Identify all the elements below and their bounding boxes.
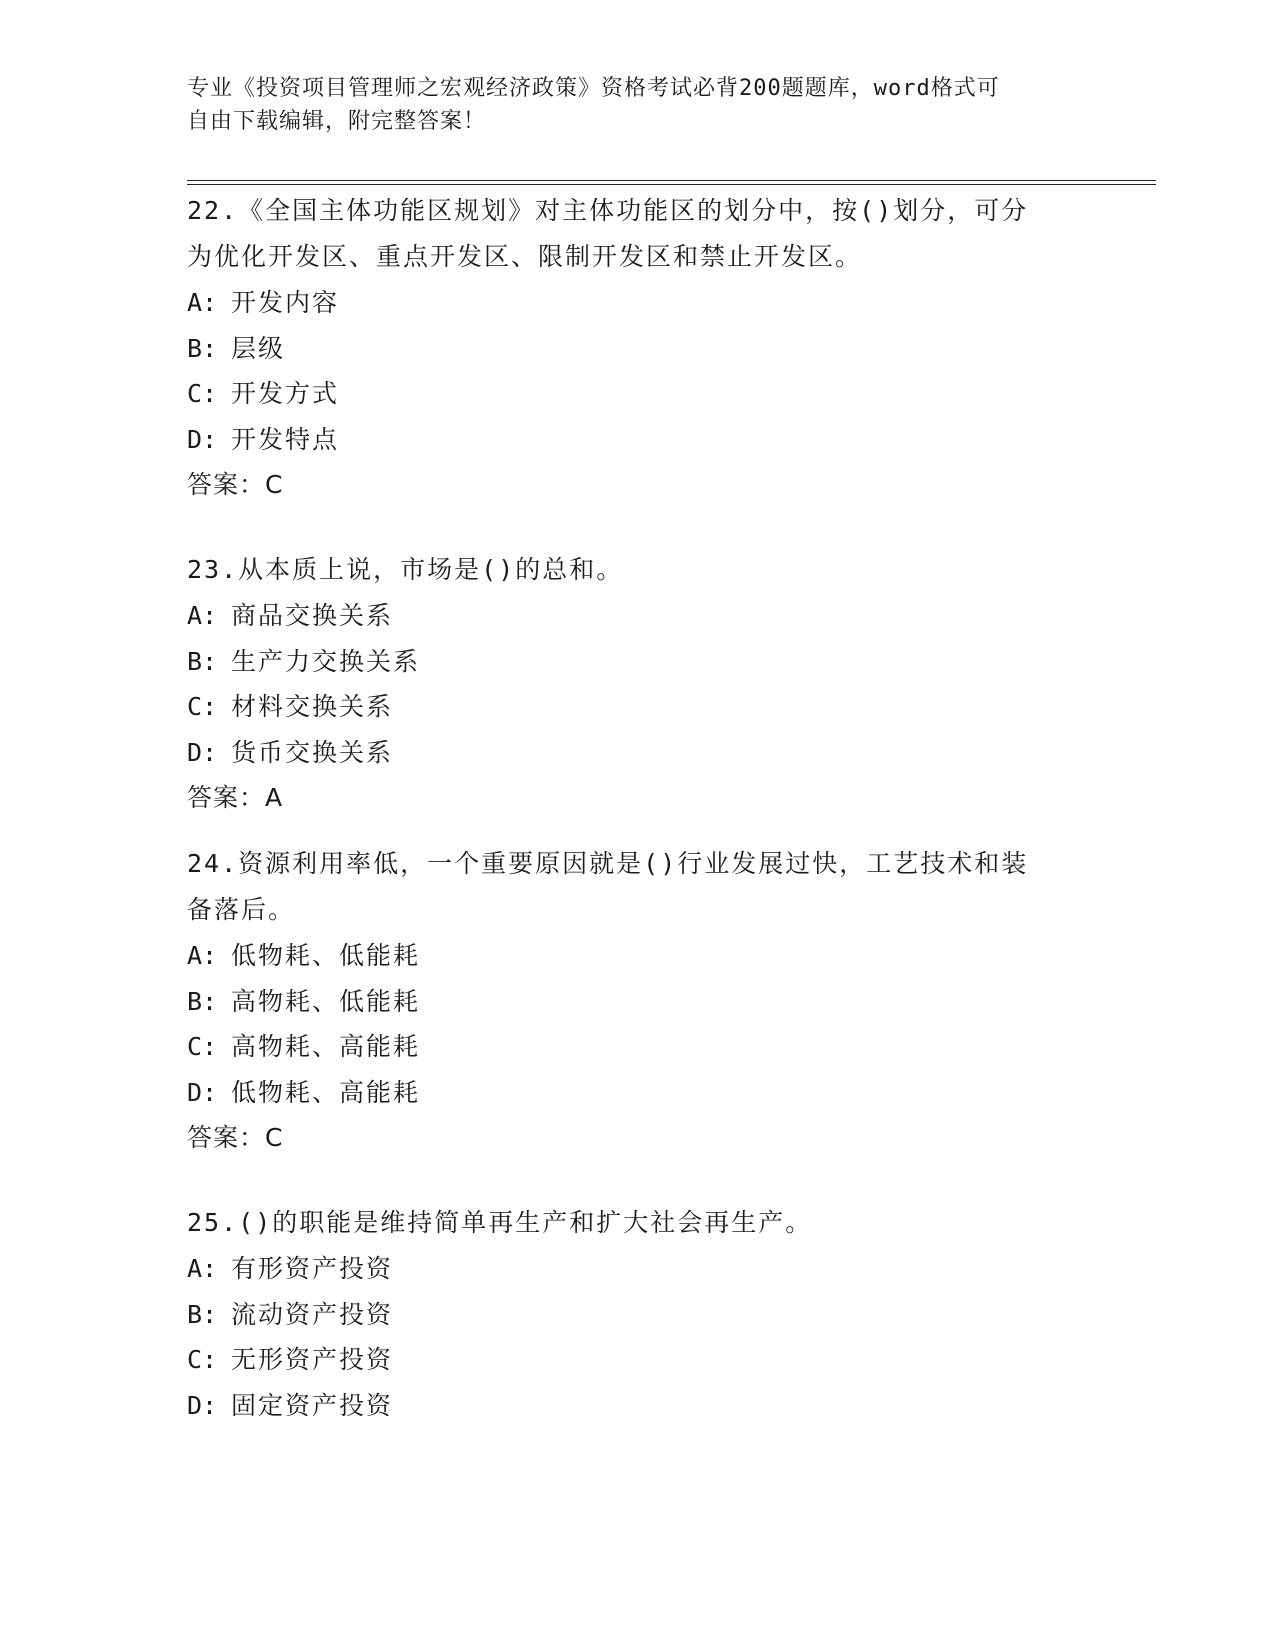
option-label: B: (187, 986, 218, 1016)
question-23 (187, 547, 1087, 821)
option-text: 固定资产投资 (231, 1390, 394, 1420)
option-text: 有形资产投资 (231, 1254, 394, 1283)
option-b (187, 326, 1087, 372)
option-d (187, 1383, 1087, 1429)
question-25 (187, 1200, 1087, 1428)
option-d (187, 417, 1087, 463)
option-b (187, 979, 1087, 1025)
option-text: 开发特点 (231, 424, 340, 454)
question-stem-line-2: 备落后。 (187, 895, 296, 924)
option-c (187, 684, 1087, 730)
option-label: D: (187, 1077, 218, 1107)
document-header (187, 72, 1067, 138)
option-label: A: (187, 1254, 218, 1283)
option-text: 层级 (231, 333, 286, 363)
option-label: C: (187, 1345, 218, 1374)
header-divider-top (187, 180, 1156, 181)
option-c (187, 1337, 1087, 1383)
header-divider-bottom (187, 184, 1156, 185)
option-a (187, 933, 1087, 979)
option-label: A: (187, 941, 218, 970)
option-c (187, 1024, 1087, 1070)
option-b (187, 1292, 1087, 1338)
option-text: 材料交换关系 (231, 692, 394, 721)
question-stem-line-1: 25.()的职能是维持简单再生产和扩大社会再生产。 (187, 1208, 813, 1237)
option-a (187, 593, 1087, 639)
option-label: C: (187, 692, 218, 721)
option-label: A: (187, 601, 218, 630)
option-text: 高物耗、高能耗 (231, 1032, 421, 1061)
option-text: 低物耗、高能耗 (231, 1077, 421, 1107)
option-text: 开发内容 (231, 288, 340, 317)
option-label: D: (187, 1390, 218, 1420)
option-label: A: (187, 288, 218, 317)
answer: 答案：A (187, 783, 284, 812)
question-stem-line-2: 为优化开发区、重点开发区、限制开发区和禁止开发区。 (187, 242, 863, 271)
option-label: B: (187, 333, 218, 363)
option-a (187, 1246, 1087, 1292)
option-d (187, 1070, 1087, 1116)
question-stem-line-1: 24.资源利用率低，一个重要原因就是()行业发展过快，工艺技术和装 (187, 849, 1029, 878)
answer: 答案：C (187, 470, 284, 499)
option-c (187, 371, 1087, 417)
question-24 (187, 841, 1087, 1161)
option-d (187, 730, 1087, 776)
option-label: B: (187, 646, 218, 676)
option-label: B: (187, 1299, 218, 1329)
option-b (187, 639, 1087, 685)
option-label: C: (187, 1032, 218, 1061)
question-stem-line-1: 22.《全国主体功能区规划》对主体功能区的划分中，按()划分，可分 (187, 196, 1029, 225)
header-line-2: 自由下载编辑，附完整答案！ (187, 109, 487, 134)
option-label: D: (187, 424, 218, 454)
option-label: C: (187, 379, 218, 408)
option-label: D: (187, 737, 218, 767)
option-text: 生产力交换关系 (231, 646, 421, 676)
option-text: 高物耗、低能耗 (231, 986, 421, 1016)
option-text: 低物耗、低能耗 (231, 941, 421, 970)
option-text: 无形资产投资 (231, 1345, 394, 1374)
option-a (187, 280, 1087, 326)
option-text: 流动资产投资 (231, 1299, 394, 1329)
header-line-1: 专业《投资项目管理师之宏观经济政策》资格考试必背200题题库，word格式可 (187, 76, 1000, 101)
option-text: 商品交换关系 (231, 601, 394, 630)
option-text: 开发方式 (231, 379, 340, 408)
option-text: 货币交换关系 (231, 737, 394, 767)
answer: 答案：C (187, 1123, 284, 1152)
question-22 (187, 188, 1087, 508)
question-stem-line-1: 23.从本质上说，市场是()的总和。 (187, 555, 624, 584)
